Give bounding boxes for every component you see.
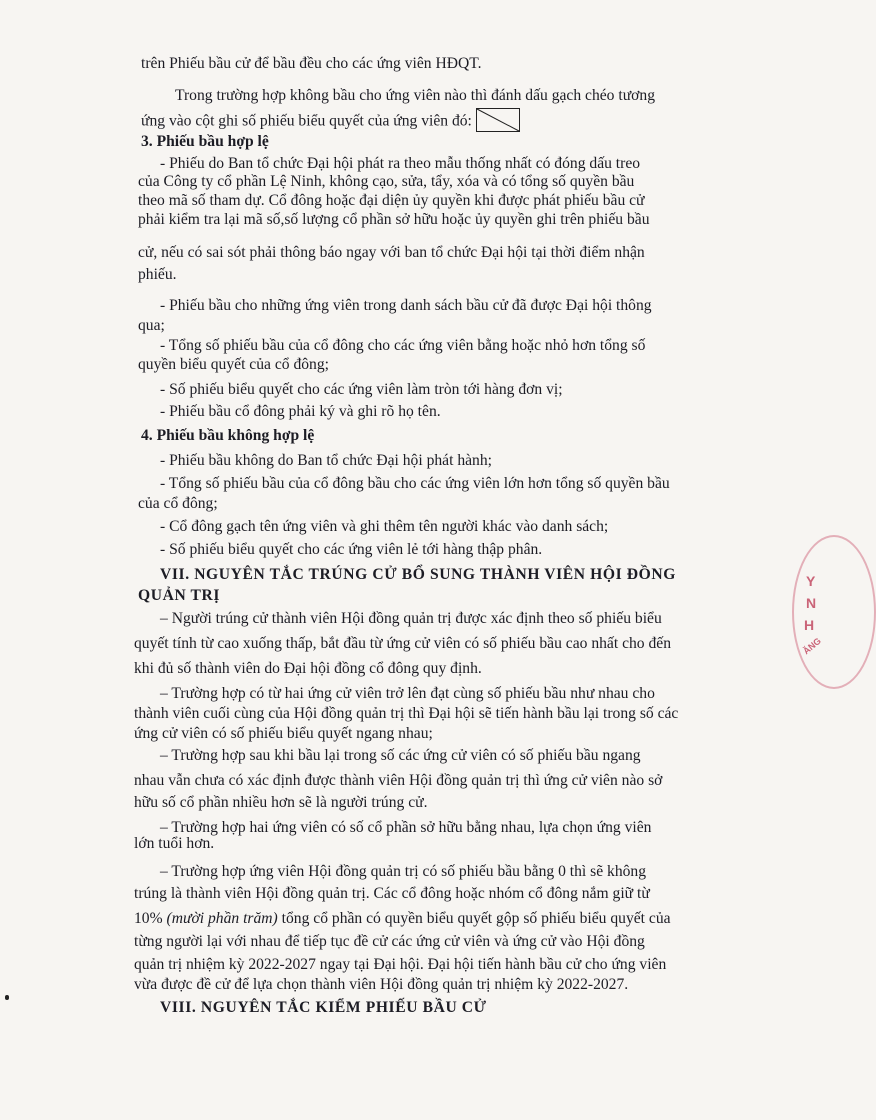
list-item: - Phiếu do Ban tổ chức Đại hội phát ra theo mẫu thống nhất có đóng dấu treo xyxy=(160,155,641,172)
text-line: nhau vẫn chưa có xác định được thành viên Hội đồng quản trị thì ứng cử viên nào sở xyxy=(134,772,663,789)
text-fragment: 10% xyxy=(134,910,163,927)
text-line: qua; xyxy=(138,317,165,334)
text-line: Trong trường hợp không bầu cho ứng viên nào thì đánh dấu gạch chéo tương xyxy=(175,87,656,104)
text-line: vừa được đề cử để lựa chọn thành viên Hội đồng quản trị nhiệm kỳ 2022-2027. xyxy=(134,976,629,993)
text-line: theo mã số tham dự. Cổ đông hoặc đại diện ủy quyền khi được phát phiếu bầu cử xyxy=(138,192,645,209)
list-item: – Trường hợp sau khi bầu lại trong số các ứng cử viên có số phiếu bầu ngang xyxy=(160,747,641,764)
scan-speck xyxy=(5,995,9,1000)
text-line-with-box xyxy=(141,110,520,134)
section-heading: VIII. NGUYÊN TẮC KIỂM PHIẾU BẦU CỬ xyxy=(160,999,487,1016)
text-line: trên Phiếu bầu cử để bầu đều cho các ứng viên HĐQT. xyxy=(141,55,482,72)
section-heading: VII. NGUYÊN TẮC TRÚNG CỬ BỔ SUNG THÀNH VIÊN HỘI ĐỒNG xyxy=(160,566,676,583)
list-item: – Người trúng cử thành viên Hội đồng quản trị được xác định theo số phiếu biểu xyxy=(160,610,662,627)
text-line-mixed xyxy=(134,909,671,929)
text-line: cử, nếu có sai sót phải thông báo ngay với ban tổ chức Đại hội tại thời điểm nhận xyxy=(138,244,645,261)
stamp-letter: Y xyxy=(806,573,816,589)
stamp-letter: N xyxy=(806,595,817,611)
section-heading: 4. Phiếu bầu không hợp lệ xyxy=(141,427,315,444)
red-stamp-fragment xyxy=(792,535,832,685)
text-line: phải kiểm tra lại mã số,số lượng cổ phần sở hữu hoặc ủy quyền ghi trên phiếu bầu xyxy=(138,211,650,228)
text-fragment: tổng cổ phần có quyền biểu quyết gộp số phiếu biểu quyết của xyxy=(281,910,671,927)
text-line: trúng là thành viên Hội đồng quản trị. Các cổ đông hoặc nhóm cổ đông nắm giữ từ xyxy=(134,885,650,902)
text-line: của cổ đông; xyxy=(138,495,218,512)
italic-fragment: (mười phần trăm) xyxy=(166,910,278,927)
list-item: - Cổ đông gạch tên ứng viên và ghi thêm tên người khác vào danh sách; xyxy=(160,518,609,535)
text-line: khi đủ số thành viên do Đại hội đồng cổ đông quy định. xyxy=(134,660,482,677)
list-item: – Trường hợp ứng viên Hội đồng quản trị có số phiếu bầu bằng 0 thì sẽ không xyxy=(160,863,647,880)
list-item: - Số phiếu biểu quyết cho các ứng viên lẻ tới hàng thập phân. xyxy=(160,541,543,558)
section-heading: QUẢN TRỊ xyxy=(138,587,221,604)
text-line: quyết tính từ cao xuống thấp, bắt đầu từ ứng cử viên có số phiếu bầu cao nhất cho đến xyxy=(134,635,672,652)
stamp-letter: ĂNG xyxy=(801,635,823,657)
text-line: quản trị nhiệm kỳ 2022-2027 ngay tại Đại hội. Đại hội tiến hành bầu cử cho ứng viên xyxy=(134,956,667,973)
list-item: - Phiếu bầu cho những ứng viên trong danh sách bầu cử đã được Đại hội thông xyxy=(160,297,652,314)
list-item: – Trường hợp có từ hai ứng cử viên trở lên đạt cùng số phiếu bầu như nhau cho xyxy=(160,685,655,702)
text-line: lớn tuổi hơn. xyxy=(134,835,215,852)
text-line: ứng cử viên có số phiếu biểu quyết ngang nhau; xyxy=(134,725,433,742)
section-heading: 3. Phiếu bầu hợp lệ xyxy=(141,133,269,150)
list-item: - Phiếu bầu cổ đông phải ký và ghi rõ họ tên. xyxy=(160,403,441,420)
list-item: – Trường hợp hai ứng viên có số cổ phần sở hữu bằng nhau, lựa chọn ứng viên xyxy=(160,819,652,836)
list-item: - Phiếu bầu không do Ban tổ chức Đại hội phát hành; xyxy=(160,452,492,469)
stamp-letter: H xyxy=(804,617,815,633)
text-line: của Công ty cổ phần Lệ Ninh, không cạo, sửa, tẩy, xóa và có tổng số quyền bầu xyxy=(138,173,635,190)
list-item: - Số phiếu biểu quyết cho các ứng viên làm tròn tới hàng đơn vị; xyxy=(160,381,563,398)
text-line: từng người lại với nhau để tiếp tục đề cử các ứng cử viên và ứng cử vào Hội đồng xyxy=(134,933,645,950)
text-line: quyền biểu quyết của cổ đông; xyxy=(138,356,329,373)
list-item: - Tổng số phiếu bầu của cổ đông bầu cho các ứng viên lớn hơn tổng số quyền bầu xyxy=(160,475,670,492)
text-line: hữu số cổ phần nhiều hơn sẽ là người trúng cử. xyxy=(134,794,428,811)
text-line: thành viên cuối cùng của Hội đồng quản trị thì Đại hội sẽ tiến hành bầu lại trong số các xyxy=(134,705,679,722)
text-fragment: ứng vào cột ghi số phiếu biểu quyết của ứng viên đó: xyxy=(141,112,472,130)
crossed-box-icon xyxy=(476,108,520,132)
text-line: phiếu. xyxy=(138,266,177,283)
list-item: - Tổng số phiếu bầu của cổ đông cho các ứng viên bằng hoặc nhỏ hơn tổng số xyxy=(160,337,646,354)
